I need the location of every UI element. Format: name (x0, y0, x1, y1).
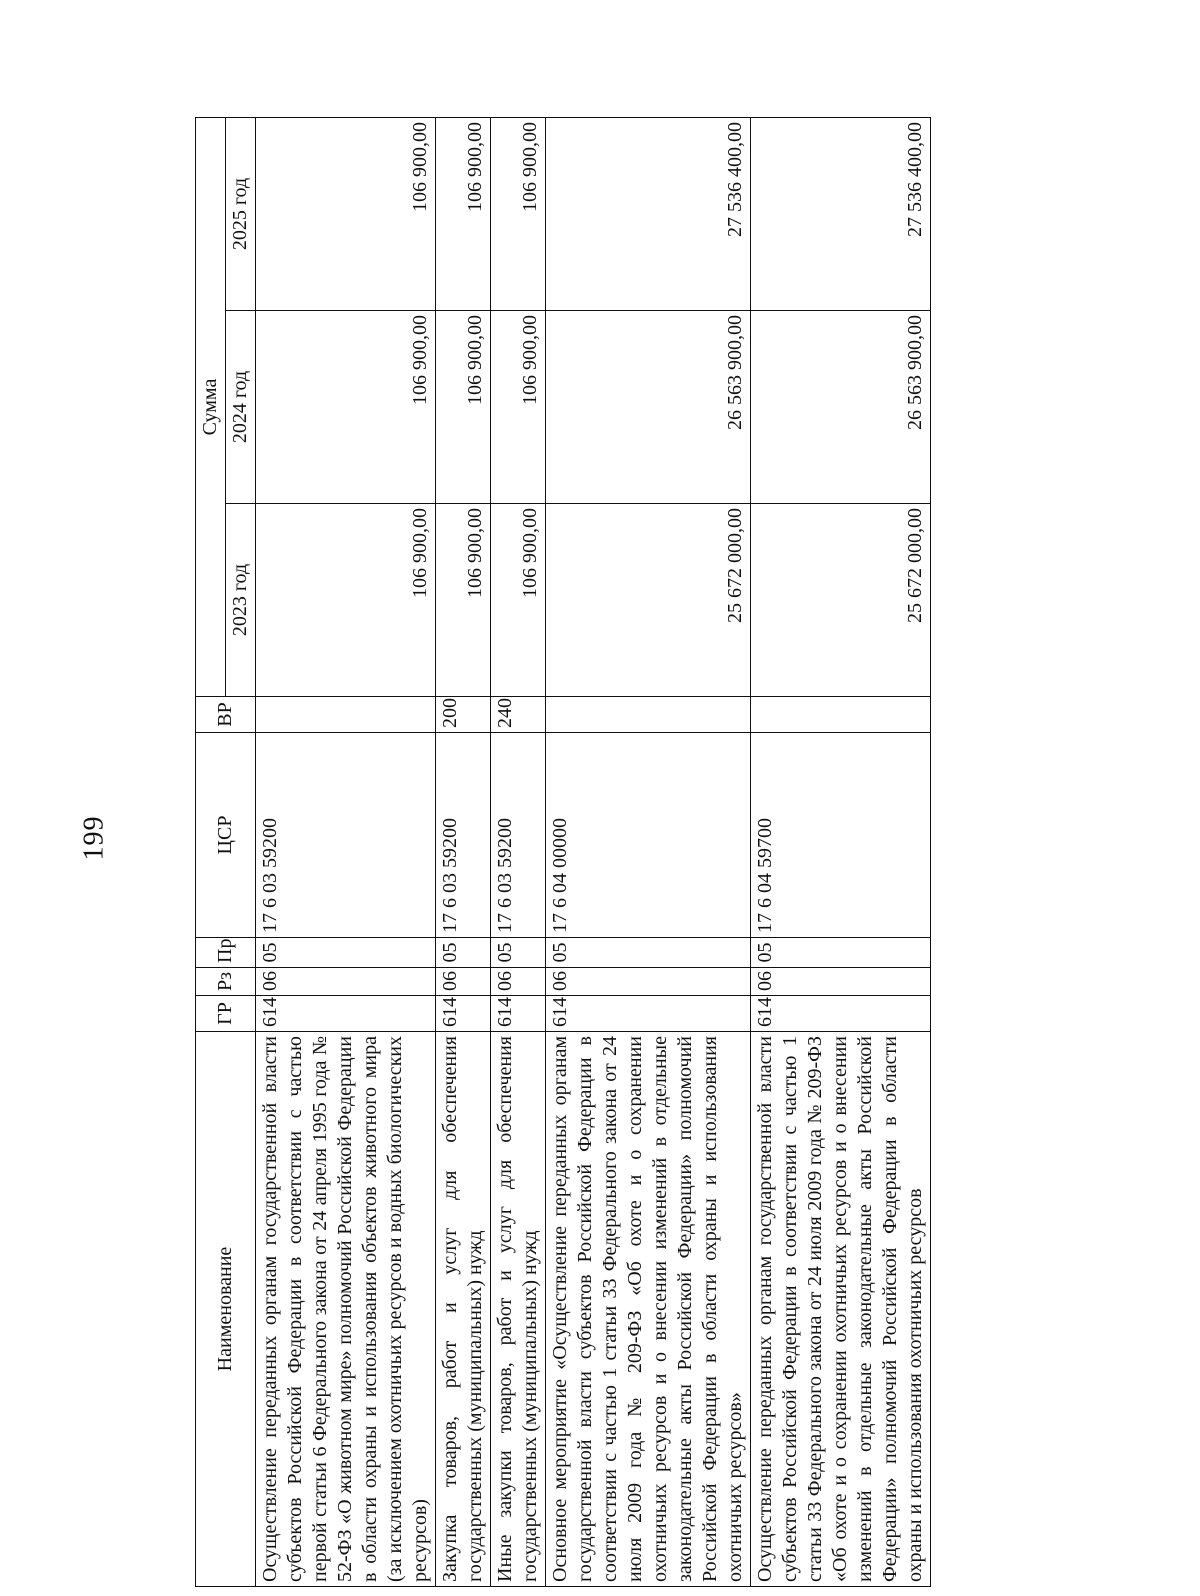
row-sum-2025: 27 536 400,00 (546, 117, 751, 310)
row-vr (751, 697, 931, 733)
row-vr: 240 (491, 697, 546, 733)
row-rz: 06 (751, 968, 931, 996)
row-name: Иные закупки товаров, работ и услуг для обеспечения государственных (муниципальных) нужд (491, 1032, 546, 1587)
row-rz: 06 (256, 968, 436, 996)
row-csr: 17 6 04 59700 (751, 733, 931, 938)
header-gr: ГР (196, 996, 256, 1032)
row-gr: 614 (491, 996, 546, 1032)
row-csr: 17 6 03 59200 (491, 733, 546, 938)
row-name: Закупка товаров, работ и услуг для обеспечения государственных (муниципальных) нужд (436, 1032, 491, 1587)
header-vr: ВР (196, 697, 256, 733)
row-gr: 614 (256, 996, 436, 1032)
row-pr: 05 (436, 938, 491, 968)
budget-table (195, 117, 931, 1587)
row-sum-2023: 106 900,00 (256, 504, 436, 697)
row-sum-2025: 106 900,00 (256, 117, 436, 310)
row-sum-2024: 106 900,00 (256, 311, 436, 504)
row-vr: 200 (436, 697, 491, 733)
row-sum-2025: 106 900,00 (436, 117, 491, 310)
row-pr: 05 (256, 938, 436, 968)
row-pr: 05 (491, 938, 546, 968)
header-year-2025: 2025 год (226, 117, 256, 310)
header-row-1 (196, 117, 226, 1586)
page-number: 199 (78, 815, 110, 861)
table-row (546, 117, 751, 1586)
row-sum-2024: 26 563 900,00 (751, 311, 931, 504)
row-name: Основное мероприятие «Осуществление переданных органам государственной власти субъектов Российской Федерации в соответствии с частью 1 статьи 33 Федерального закона от 24 июля 2009 года № 209-ФЗ «Об охоте и о сохранении охотничьих ресурсов и о внесении изменений в отдельные законодательные акты Российской Федерации» полномочий Российской Федерации в области охраны и использования охотничьих ресурсов» (546, 1032, 751, 1587)
row-sum-2023: 106 900,00 (436, 504, 491, 697)
row-sum-2024: 26 563 900,00 (546, 311, 751, 504)
row-sum-2024: 106 900,00 (436, 311, 491, 504)
row-pr: 05 (546, 938, 751, 968)
table-row (256, 117, 436, 1586)
row-sum-2025: 106 900,00 (491, 117, 546, 310)
row-rz: 06 (491, 968, 546, 996)
row-csr: 17 6 03 59200 (436, 733, 491, 938)
row-sum-2023: 25 672 000,00 (546, 504, 751, 697)
row-csr: 17 6 04 00000 (546, 733, 751, 938)
header-rz: Рз (196, 968, 256, 996)
row-name: Осуществление переданных органам государственной власти субъектов Российской Федерации в соответствии с частью 1 статьи 33 Федерального закона от 24 июля 2009 года № 209-ФЗ «Об охоте и о сохранении охотничьих ресурсов и о внесении изменений в отдельные законодательные акты Российской Федерации» полномочий Российской Федерации в области охраны и использования охотничьих ресурсов (751, 1032, 931, 1587)
row-sum-2024: 106 900,00 (491, 311, 546, 504)
table-row (751, 117, 931, 1586)
row-gr: 614 (546, 996, 751, 1032)
header-csr: ЦСР (196, 733, 256, 938)
header-year-2023: 2023 год (226, 504, 256, 697)
budget-table-region (195, 117, 1015, 1592)
header-pr: Пр (196, 938, 256, 968)
row-gr: 614 (436, 996, 491, 1032)
rotated-table-container (195, 117, 1010, 1587)
header-sum: Сумма (196, 117, 226, 696)
row-rz: 06 (436, 968, 491, 996)
row-sum-2023: 25 672 000,00 (751, 504, 931, 697)
row-vr (546, 697, 751, 733)
table-row (436, 117, 491, 1586)
table-row (491, 117, 546, 1586)
header-year-2024: 2024 год (226, 311, 256, 504)
row-name: Осуществление переданных органам государственной власти субъектов Российской Федерации в соответствии с частью первой статьи 6 Федерального закона от 24 апреля 1995 года № 52-ФЗ «О животном мире» полномочий Российской Федерации в области охраны и использования объектов животного мира (за исключением охотничьих ресурсов и водных биологических ресурсов) (256, 1032, 436, 1587)
row-rz: 06 (546, 968, 751, 996)
row-gr: 614 (751, 996, 931, 1032)
row-pr: 05 (751, 938, 931, 968)
row-vr (256, 697, 436, 733)
row-sum-2023: 106 900,00 (491, 504, 546, 697)
row-sum-2025: 27 536 400,00 (751, 117, 931, 310)
header-name: Наименование (196, 1032, 256, 1587)
row-csr: 17 6 03 59200 (256, 733, 436, 938)
